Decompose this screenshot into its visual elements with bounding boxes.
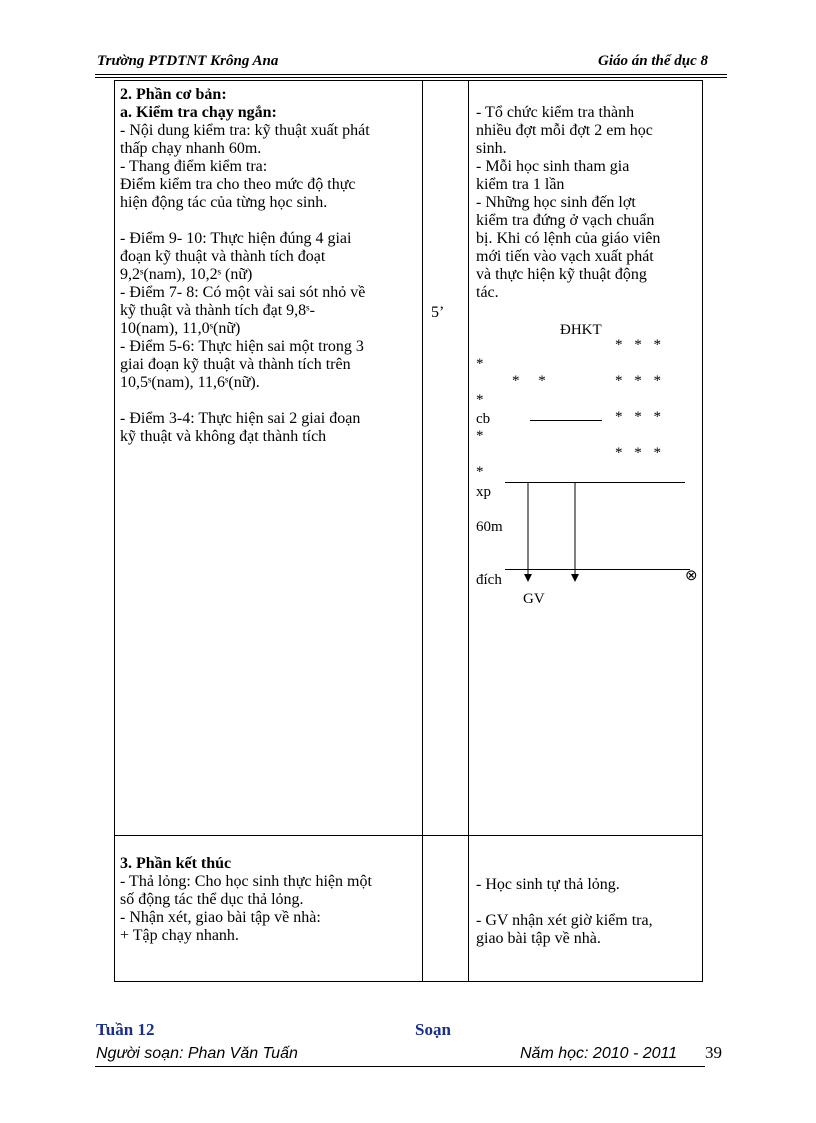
star-row: * * * bbox=[615, 337, 661, 353]
header-rule bbox=[95, 74, 727, 75]
method-line: - Tổ chức kiểm tra thành bbox=[476, 104, 635, 121]
section3-line: số động tác thể dục thả lỏng. bbox=[120, 891, 304, 908]
method-line: kiểm tra đứng ở vạch chuẩn bbox=[476, 212, 655, 229]
page-number: 39 bbox=[705, 1043, 722, 1062]
school-year-label: Năm học: 2010 - 2011 bbox=[520, 1045, 678, 1062]
section3-line: - Nhận xét, giao bài tập về nhà: bbox=[120, 909, 321, 926]
header-rule-thin bbox=[95, 77, 727, 78]
method-line: mới tiến vào vạch xuất phát bbox=[476, 248, 654, 265]
start-ready-label: cb bbox=[476, 411, 491, 427]
section3-title: 3. Phần kết thúc bbox=[120, 855, 232, 872]
target-icon: ⊗ bbox=[685, 568, 698, 584]
method-line: sinh. bbox=[476, 140, 507, 157]
column-divider-1 bbox=[422, 81, 423, 981]
section2-time: 5’ bbox=[431, 304, 445, 321]
formation-label: ĐHKT bbox=[560, 322, 602, 338]
star: * bbox=[476, 464, 484, 480]
section2-method bbox=[476, 104, 694, 302]
section2-intro bbox=[120, 122, 415, 212]
section2-subtitle: a. Kiểm tra chạy ngắn: bbox=[120, 104, 277, 121]
column-divider-2 bbox=[468, 81, 469, 981]
finish-label: đích bbox=[476, 572, 502, 588]
method-line: tác. bbox=[476, 284, 499, 301]
score-line: 10,5ˢ(nam), 11,6ˢ(nữ). bbox=[120, 374, 260, 391]
method-line: - Những học sinh đến lợt bbox=[476, 194, 636, 211]
method-line: nhiều đợt mỗi đợt 2 em học bbox=[476, 122, 653, 139]
star: * bbox=[476, 428, 484, 444]
star-row: * * * bbox=[615, 373, 661, 389]
running-arrows bbox=[520, 481, 580, 586]
arrow-head-2 bbox=[571, 574, 579, 582]
score-line: - Điểm 5-6: Thực hiện sai một trong 3 bbox=[120, 338, 364, 355]
school-name: Trường PTDTNT Krông Ana bbox=[97, 53, 279, 69]
score-line: kỹ thuật và thành tích đạt 9,8ˢ- bbox=[120, 302, 315, 319]
arrow-head-1 bbox=[524, 574, 532, 582]
footer-rule bbox=[95, 1066, 705, 1067]
author-label: Người soạn: Phan Văn Tuấn bbox=[96, 1045, 298, 1062]
star-row: * * * bbox=[615, 445, 661, 461]
method-line: - Học sinh tự thả lỏng. bbox=[476, 876, 620, 893]
intro-line: - Nội dung kiểm tra: kỹ thuật xuất phát bbox=[120, 122, 370, 139]
star-pair: * * bbox=[512, 373, 546, 389]
ready-line bbox=[530, 420, 602, 421]
section2-content bbox=[120, 86, 415, 446]
method-line: kiểm tra 1 lần bbox=[476, 176, 565, 193]
section3-method bbox=[476, 876, 694, 948]
section3-line: + Tập chạy nhanh. bbox=[120, 927, 239, 944]
star-row: * * * bbox=[615, 409, 661, 425]
score-line: đoạn kỹ thuật và thành tích đoạt bbox=[120, 248, 326, 265]
teacher-label: GV bbox=[523, 591, 545, 607]
score-line: - Điểm 7- 8: Có một vài sai sót nhỏ về bbox=[120, 284, 366, 301]
score-scale bbox=[120, 230, 415, 392]
method-line: giao bài tập về nhà. bbox=[476, 930, 601, 947]
method-line: và thực hiện kỹ thuật động bbox=[476, 266, 647, 283]
start-label: xp bbox=[476, 484, 491, 500]
method-line: - Mỗi học sinh tham gia bbox=[476, 158, 630, 175]
score-line: 10(nam), 11,0ˢ(nữ) bbox=[120, 320, 241, 337]
distance-label: 60m bbox=[476, 519, 503, 535]
method-line: - GV nhận xét giờ kiểm tra, bbox=[476, 912, 653, 929]
section3-content bbox=[120, 855, 415, 945]
document-title: Giáo án thể dục 8 bbox=[598, 53, 709, 69]
star: * bbox=[476, 392, 484, 408]
intro-line: hiện động tác của từng học sinh. bbox=[120, 194, 328, 211]
star: * bbox=[476, 356, 484, 372]
intro-line: - Thang điểm kiểm tra: bbox=[120, 158, 268, 175]
score-line: - Điểm 9- 10: Thực hiện đúng 4 giai bbox=[120, 230, 352, 247]
section2-title: 2. Phần cơ bản: bbox=[120, 86, 227, 103]
section3-line: - Thả lỏng: Cho học sinh thực hiện một bbox=[120, 873, 372, 890]
intro-line: Điểm kiểm tra cho theo mức độ thực bbox=[120, 176, 356, 193]
score-line: - Điểm 3-4: Thực hiện sai 2 giai đoạn bbox=[120, 410, 361, 427]
score-line: kỹ thuật và không đạt thành tích bbox=[120, 428, 327, 445]
prepared-label: Soạn bbox=[415, 1020, 451, 1039]
method-line: bị. Khi có lệnh của giáo viên bbox=[476, 230, 661, 247]
score-line: giai đoạn kỹ thuật và thành tích trên bbox=[120, 356, 351, 373]
score-line: 9,2ˢ(nam), 10,2ˢ (nữ) bbox=[120, 266, 253, 283]
lesson-table bbox=[114, 80, 703, 982]
row-divider bbox=[115, 835, 702, 836]
intro-line: thấp chạy nhanh 60m. bbox=[120, 140, 262, 157]
week-label: Tuần 12 bbox=[96, 1020, 155, 1039]
